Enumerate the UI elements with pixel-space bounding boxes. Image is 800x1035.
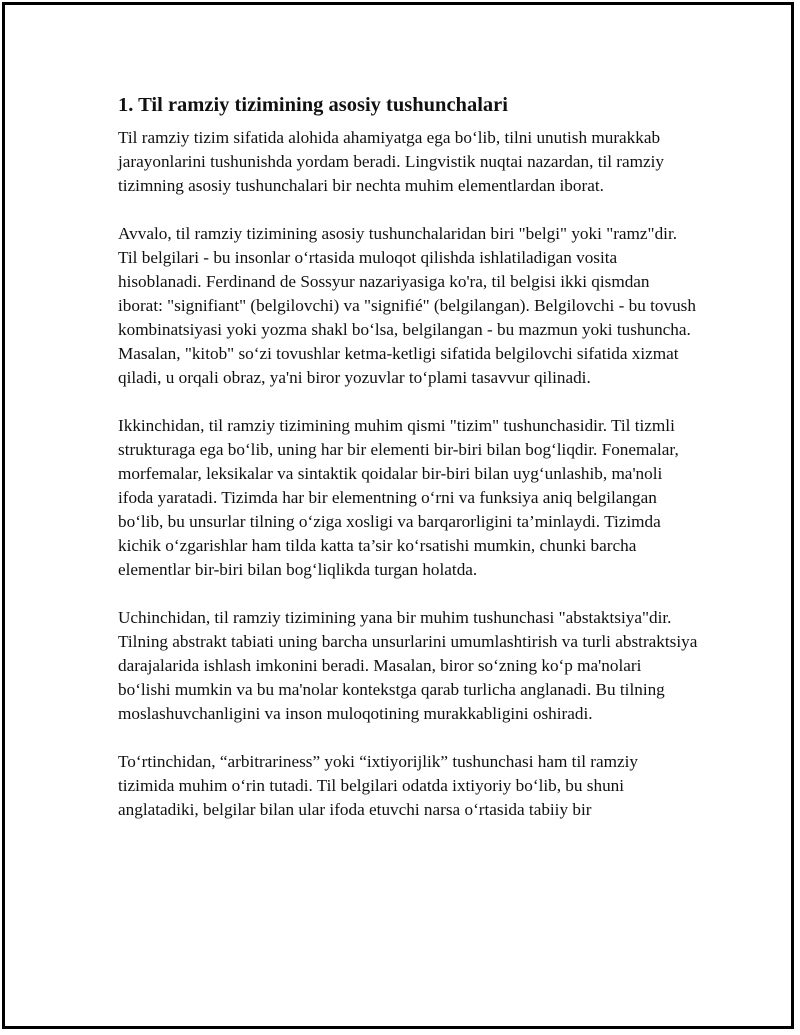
- paragraph-abstraktsiya: Uchinchidan, til ramziy tizimining yana bir muhim tushunchasi "abstaktsiya"dir. Tilning abstrakt tabiati uning barcha unsurlarini umumlashtirish va turli abstraktsiya darajalarida ishlash imkonini beradi. Masalan, biror so‘zning ko‘p ma'nolari bo‘lishi mumkin va bu ma'nolar kontekstga qarab turlicha anglanadi. Bu tilning moslashuvchanligini va inson muloqotining murakkabligini oshiradi.: [118, 608, 698, 723]
- document-body: [118, 92, 698, 846]
- paragraph-tizim: Ikkinchidan, til ramziy tizimining muhim qismi "tizim" tushunchasidir. Til tizmli strukturaga ega bo‘lib, uning har bir elementi bir-biri bilan bog‘liqdir. Fonemalar, morfemalar, leksikalar va sintaktik qoidalar bir-biri bilan uyg‘unlashib, ma'noli ifoda yaratadi. Tizimda har bir elementning o‘rni va funksiya aniq belgilangan bo‘lib, bu unsurlar tilning o‘ziga xosligi va barqarorligini ta’minlaydi. Tizimda kichik o‘zgarishlar ham tilda katta ta’sir ko‘rsatishi mumkin, chunki barcha elementlar bir-biri bilan bog‘liqlikda turgan holatda.: [118, 416, 679, 579]
- paragraph-arbitrariness: To‘rtinchidan, “arbitrariness” yoki “ixtiyorijlik” tushunchasi ham til ramziy tizimida muhim o‘rin tutadi. Til belgilari odatda ixtiyoriy bo‘lib, bu shuni anglatadiki, belgilar bilan ular ifoda etuvchi narsa o‘rtasida tabiiy bir: [118, 752, 639, 819]
- paragraph-intro: Til ramziy tizim sifatida alohida ahamiyatga ega bo‘lib, tilni unutish murakkab jarayonlarini tushunishda yordam beradi. Lingvistik nuqtai nazardan, til ramziy tizimning asosiy tushunchalari bir nechta muhim elementlardan iborat.: [118, 128, 665, 195]
- section-heading: 1. Til ramziy tizimining asosiy tushunchalari: [118, 94, 508, 116]
- paragraph-belgi: Avvalo, til ramziy tizimining asosiy tushunchalaridan biri "belgi" yoki "ramz"dir. Til belgilari - bu insonlar o‘rtasida muloqot qilishda ishlatiladigan vosita hisoblanadi. Ferdinand de Sossyur nazariyasiga ko'ra, til belgisi ikki qismdan iborat: "signifiant" (belgilovchi) va "signifié" (belgilangan). Belgilovchi - bu tovush kombinatsiyasi yoki yozma shakl bo‘lsa, belgilangan - bu mazmun yoki tushuncha. Masalan, "kitob" so‘zi tovushlar ketma-ketligi sifatida belgilovchi sifatida xizmat qiladi, u orqali obraz, ya'ni biror yozuvlar to‘plami tasavvur qilinadi.: [118, 224, 696, 387]
